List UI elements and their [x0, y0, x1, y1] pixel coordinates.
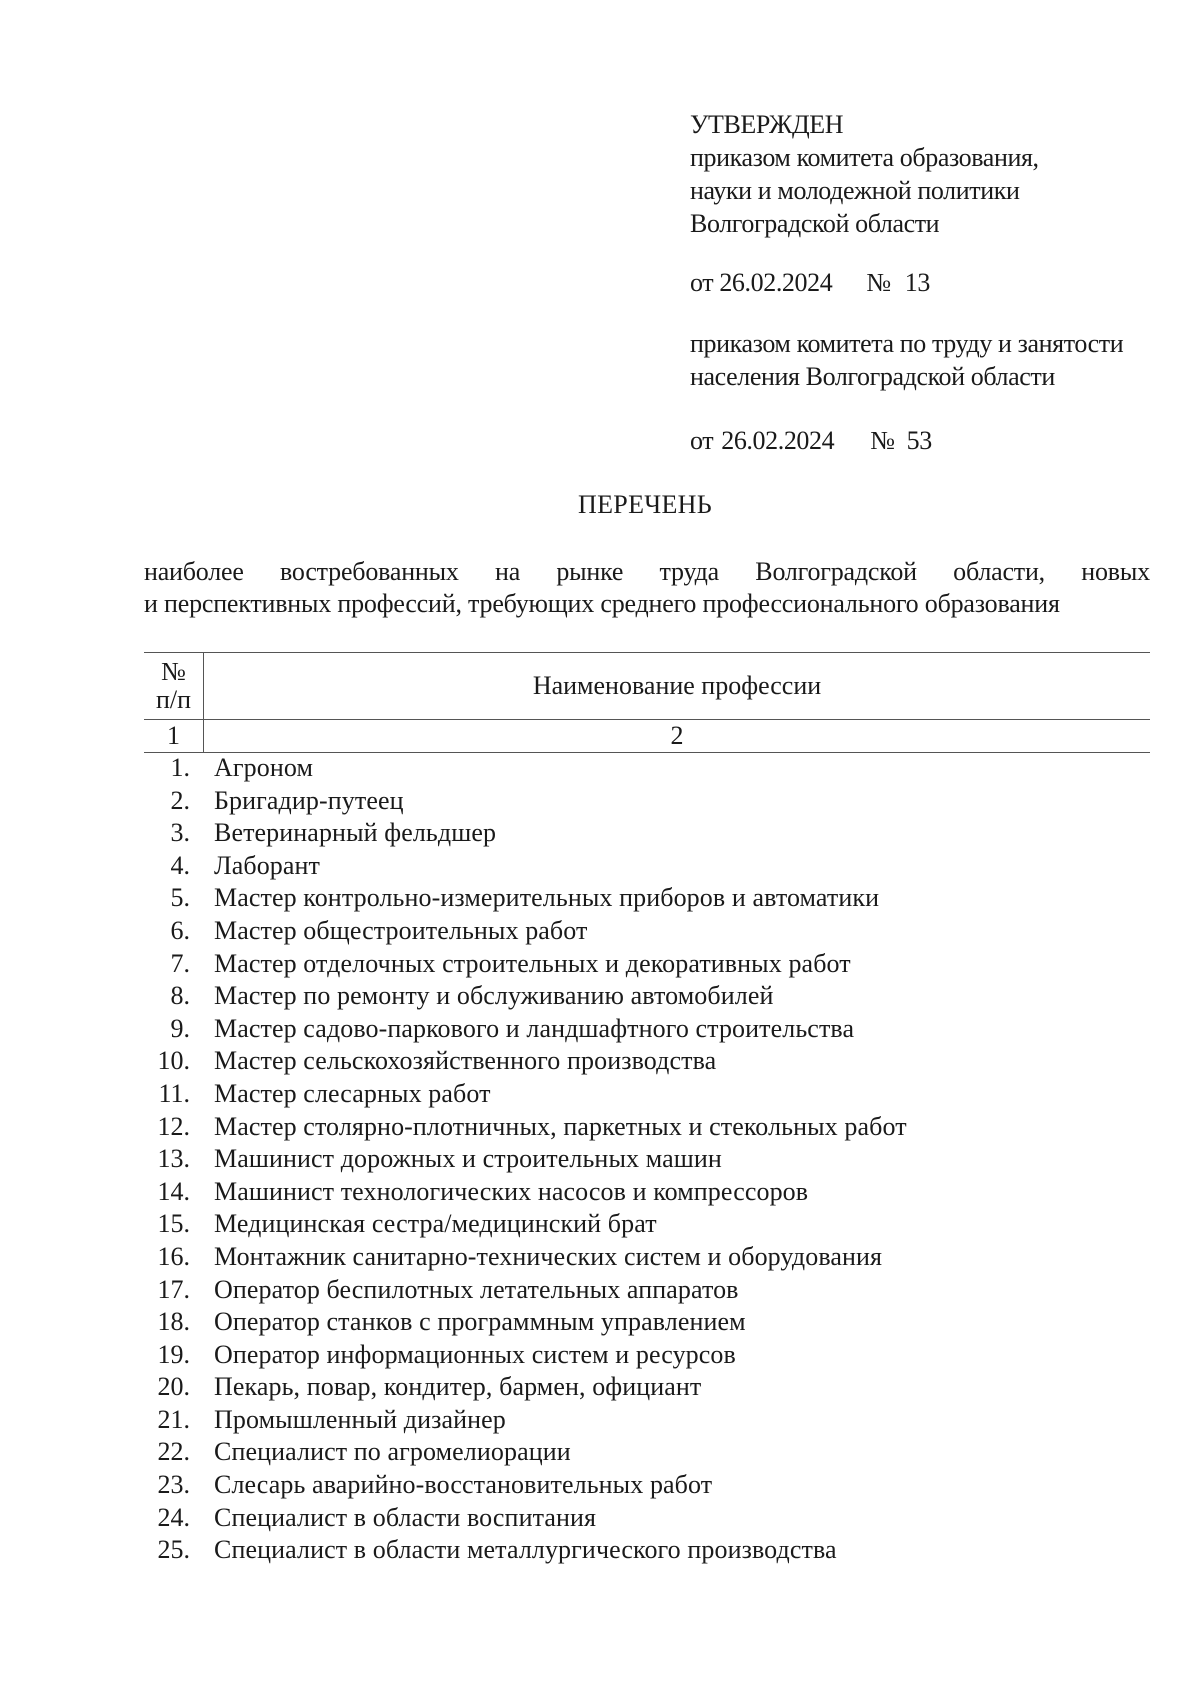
table-row [144, 1371, 1150, 1404]
profession-name: Монтажник санитарно-технических систем и оборудования [214, 1241, 883, 1271]
subtitle-word: новых [1081, 557, 1150, 586]
profession-name: Агроном [214, 753, 314, 782]
subtitle-word: области, [953, 557, 1045, 586]
table-row [144, 1502, 1150, 1535]
order1-date-line [690, 266, 1170, 299]
subtitle-word: на [495, 557, 521, 586]
table-row [144, 948, 1150, 981]
profession-name: Мастер столярно-плотничных, паркетных и стекольных работ [214, 1111, 907, 1141]
table-row [144, 1143, 1150, 1176]
profession-name: Ветеринарный фельдшер [214, 818, 497, 848]
table-row [144, 850, 1150, 883]
col-name-header: Наименование профессии [532, 671, 822, 700]
profession-name: Мастер отделочных строительных и декоративных работ [214, 948, 851, 978]
profession-name: Мастер слесарных работ [214, 1078, 491, 1108]
table-row [144, 785, 1150, 818]
order2-num-sign: № [870, 426, 895, 455]
row-number: 12. [157, 1111, 190, 1141]
row-number: 18. [157, 1307, 190, 1337]
order1-date: от 26.02.2024 [690, 268, 833, 297]
table-row [144, 1045, 1150, 1078]
row-number: 4. [170, 850, 190, 880]
subtitle-word: востребованных [280, 557, 459, 586]
order2-line: населения Волгоградской области [690, 362, 1055, 391]
profession-name: Мастер контрольно-измерительных приборов и автоматики [214, 883, 880, 913]
table-row [144, 1534, 1150, 1567]
order2-date-line [690, 424, 1170, 457]
subtitle-word: наиболее [144, 557, 244, 586]
table-row [144, 980, 1150, 1013]
row-number: 21. [157, 1404, 190, 1434]
row-number: 1. [170, 753, 190, 782]
table-row [144, 915, 1150, 948]
table-row [144, 882, 1150, 915]
col-number-header-line1: № [161, 657, 186, 686]
table-row [144, 1176, 1150, 1209]
row-number: 7. [170, 948, 190, 978]
profession-name: Промышленный дизайнер [214, 1404, 506, 1434]
profession-name: Оператор станков с программным управлением [214, 1307, 746, 1337]
row-number: 17. [157, 1274, 190, 1304]
row-number: 23. [157, 1470, 190, 1500]
subtitle-word: труда [659, 557, 720, 586]
table-row [144, 1013, 1150, 1046]
table-row [144, 752, 1150, 785]
subtitle-line-1 [144, 556, 1150, 588]
table-row [144, 1306, 1150, 1339]
table-row [144, 1469, 1150, 1502]
row-number: 10. [157, 1046, 190, 1076]
col-number-header [144, 653, 204, 719]
order1-line: приказом комитета образования, [690, 143, 1039, 172]
subtitle-line-2: и перспективных профессий, требующих среднего профессионального образования [144, 589, 1060, 618]
table-row [144, 1436, 1150, 1469]
profession-name: Машинист технологических насосов и компрессоров [214, 1176, 809, 1206]
table-row [144, 1339, 1150, 1372]
subtitle-word: Волгоградской [755, 557, 917, 586]
order2-number: 53 [906, 426, 932, 455]
profession-name: Машинист дорожных и строительных машин [214, 1144, 722, 1174]
approval-block [690, 108, 1170, 457]
subtitle-word: рынке [556, 557, 624, 586]
profession-name: Оператор информационных систем и ресурсов [214, 1339, 736, 1369]
table-row [144, 1404, 1150, 1437]
profession-name: Мастер садово-паркового и ландшафтного строительства [214, 1013, 855, 1043]
document-subtitle [144, 556, 1150, 620]
profession-name: Пекарь, повар, кондитер, бармен, официант [214, 1372, 702, 1402]
row-number: 15. [157, 1209, 190, 1239]
row-number: 5. [170, 883, 190, 913]
row-number: 8. [170, 981, 190, 1011]
table-row [144, 1111, 1150, 1144]
col-name-index: 2 [670, 721, 684, 750]
row-number: 25. [157, 1535, 190, 1565]
professions-table-header [144, 652, 1150, 753]
col-number-header-line2: п/п [155, 685, 192, 714]
row-number: 2. [170, 785, 190, 815]
profession-name: Бригадир-путеец [214, 785, 404, 815]
row-number: 3. [170, 818, 190, 848]
row-number: 6. [170, 915, 190, 945]
profession-name: Мастер общестроительных работ [214, 915, 588, 945]
profession-name: Лаборант [214, 850, 321, 880]
row-number: 9. [170, 1013, 190, 1043]
profession-name: Специалист в области металлургического производства [214, 1535, 837, 1565]
profession-name: Мастер сельскохозяйственного производства [214, 1046, 717, 1076]
order1-line: Волгоградской области [690, 209, 940, 238]
col-number-index: 1 [144, 720, 204, 752]
approval-title: УТВЕРЖДЕН [690, 110, 844, 139]
order1-number: 13 [904, 268, 930, 297]
profession-name: Специалист в области воспитания [214, 1502, 597, 1532]
profession-name: Оператор беспилотных летательных аппаратов [214, 1274, 739, 1304]
table-row [144, 1274, 1150, 1307]
order2-line: приказом комитета по труду и занятости [690, 329, 1124, 358]
row-number: 11. [158, 1078, 190, 1108]
row-number: 16. [157, 1241, 190, 1271]
order2-date-prefix: от [690, 426, 714, 455]
profession-name: Медицинская сестра/медицинский брат [214, 1209, 657, 1239]
table-row [144, 817, 1150, 850]
row-number: 22. [157, 1437, 190, 1467]
order1-line: науки и молодежной политики [690, 176, 1020, 205]
row-number: 14. [157, 1176, 190, 1206]
table-header-row [144, 652, 1150, 720]
table-row [144, 1208, 1150, 1241]
table-index-row [144, 720, 1150, 753]
profession-name: Слесарь аварийно-восстановительных работ [214, 1470, 713, 1500]
profession-name: Мастер по ремонту и обслуживанию автомобилей [214, 981, 774, 1011]
row-number: 24. [157, 1502, 190, 1532]
row-number: 20. [157, 1372, 190, 1402]
table-row [144, 1078, 1150, 1111]
order1-num-sign: № [866, 268, 891, 297]
row-number: 19. [157, 1339, 190, 1369]
row-number: 13. [157, 1144, 190, 1174]
profession-name: Специалист по агромелиорации [214, 1437, 571, 1467]
document-heading: ПЕРЕЧЕНЬ [578, 490, 712, 519]
professions-list [144, 752, 1150, 1567]
table-row [144, 1241, 1150, 1274]
order2-date: 26.02.2024 [721, 426, 835, 455]
